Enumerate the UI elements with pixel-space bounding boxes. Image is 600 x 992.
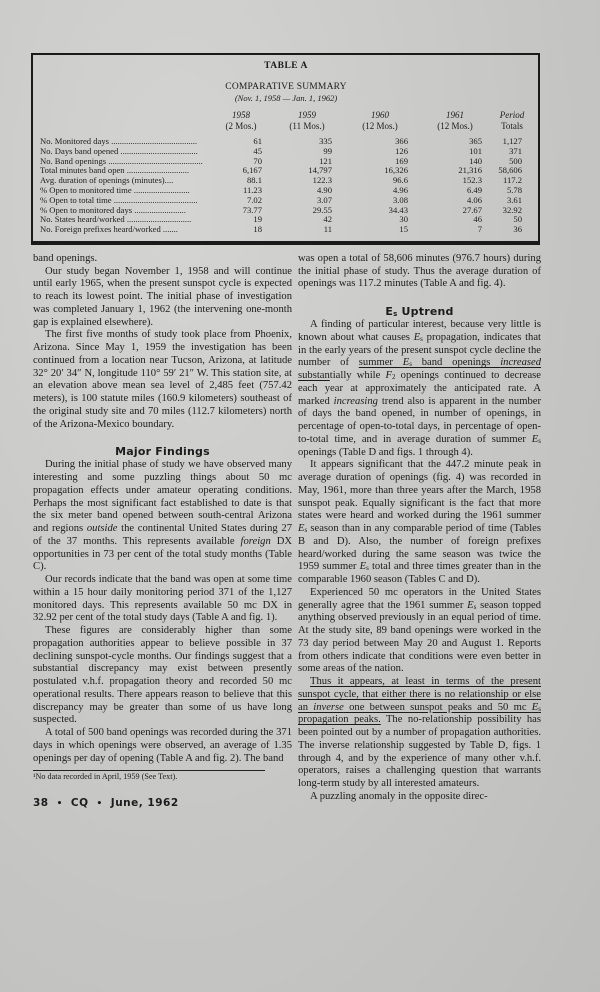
subscript: s — [304, 526, 308, 535]
text: season topped anything observed previously in an equal period of time. At the study site, 89 band openings were worked in the 73 day period between May 20 and August 1. Reports from others indicate that conditions were even better in some areas of the nation. — [298, 599, 541, 675]
row-value: 117.2 — [502, 175, 522, 186]
row-value: 61 — [253, 136, 262, 146]
row-value: 126 — [395, 145, 408, 156]
paragraph — [33, 459, 292, 574]
row-value: 21,316 — [458, 165, 482, 176]
row-value: 169 — [395, 155, 408, 166]
column-year: 1960 — [371, 110, 389, 120]
column-span: (11 Mos.) — [289, 120, 325, 131]
paragraph — [298, 459, 541, 587]
column-span: (12 Mos.) — [437, 120, 473, 131]
row-value: 99 — [323, 145, 332, 156]
row-label: No. States heard/worked .............................. — [40, 215, 192, 225]
text: total and three times greater than in the comparable 1960 season (Tables C and D). — [298, 561, 541, 586]
text: Thus it appears, at least in terms of the present sunspot cycle, that either there is no relationship or else an — [298, 676, 541, 713]
emphasis: E — [413, 331, 421, 343]
column-header-1960 — [342, 110, 418, 137]
table-subtitle: COMPARATIVE SUMMARY — [225, 82, 347, 92]
row-value: 3.61 — [506, 194, 522, 205]
table-a — [31, 53, 540, 245]
column-header-1961 — [418, 110, 492, 137]
row-label: No. Monitored days ........................................ — [40, 137, 198, 146]
text: season than in any comparable period of time (Tables B and D). Also, the number of foreign prefixes heard/worked during the same season was twice the 1959 summer — [298, 523, 541, 573]
subscript: s — [420, 334, 423, 343]
heading-text: Uptrend — [397, 305, 454, 319]
row-value: 101 — [469, 145, 482, 156]
table-date-range: (Nov. 1, 1958 — Jan. 1, 1962) — [234, 93, 338, 103]
row-value: 371 — [509, 145, 522, 156]
page-footer — [33, 796, 292, 811]
column-year: 1959 — [298, 110, 316, 120]
row-value: 7 — [477, 224, 482, 235]
emphasis: outside — [86, 523, 118, 535]
column-header-totals — [492, 110, 532, 137]
row-value: 1,127 — [502, 136, 522, 146]
row-value: 365 — [469, 136, 482, 146]
column-year: 1961 — [446, 110, 464, 120]
row-value: 88.1 — [246, 175, 262, 186]
row-value: 335 — [319, 136, 332, 146]
row-value: 42 — [323, 214, 332, 225]
text: Experienced 50 mc operators in the United States generally agree that the 1961 summer — [298, 586, 541, 611]
column-span: (2 Mos.) — [225, 120, 257, 131]
section-heading-major-findings: Major Findings — [115, 445, 210, 459]
row-value: 50 — [513, 214, 522, 225]
subscript: s — [538, 704, 541, 713]
row-value: 3.07 — [316, 194, 332, 205]
paragraph: A puzzling anomaly in the opposite direc- — [310, 790, 488, 802]
paragraph: Our records indicate that the band was open at some time within a 15 hour daily monitoring period 371 of the 1,127 monitored days. This represents available 50 mc DX in 32.92 per cent of the total study days (Table A and fig. 1). — [33, 574, 292, 624]
emphasis: E — [467, 599, 474, 611]
paragraph: Our study began November 1, 1958 and will continue until early 1965, when the present sunspot cycle is expected to reach its lowest point. The initial phase of investigation was completed January 1, 1962 (the intervening one-month gap is explained elsewhere). — [33, 265, 292, 328]
row-value: 70 — [253, 155, 262, 166]
row-value: 6,167 — [242, 165, 262, 176]
subscript: s — [473, 602, 477, 611]
text: DX opportunities in 73 per cent of the total study months (Table C). — [33, 535, 292, 573]
table-grid — [40, 110, 532, 235]
row-value: 46 — [473, 214, 482, 225]
section-heading-es-uptrend — [298, 305, 541, 318]
row-value: 14,797 — [308, 165, 332, 176]
row-label: Total minutes band open ............................. — [40, 166, 190, 176]
issue-date: June, 1962 — [110, 797, 179, 810]
row-value: 96.6 — [392, 175, 408, 186]
column-span: Totals — [501, 120, 523, 131]
magazine-name: CQ — [70, 797, 89, 810]
heading-text: E — [385, 305, 394, 319]
emphasis: E — [531, 701, 539, 713]
footnote: ¹No data recorded in April, 1959 (See Text). — [33, 772, 178, 782]
row-value: 11.23 — [242, 184, 262, 195]
emphasis: increasing — [333, 395, 378, 407]
row-value: 45 — [253, 145, 262, 156]
text: It appears significant that the 447.2 minute peak in average duration of openings (fig. 4) was recorded in May, 1961, more than three years after the March, 1958 sunspot peak. Equally significant is the fact that more states were heard and worked during the 1961 summer — [298, 459, 541, 522]
text: The no-relationship possibility has been pointed out by a number of propagation authorities. The inverse relationship suggested by Table D, figs. 1 through 4, and by the experience of many other v.h.f. operators, raises a challenging question that warrants long-term study by all interested amateurs. — [298, 714, 541, 790]
text: openings continued to decrease each year at approximately the anticipated rate. A marked — [298, 370, 542, 407]
page-number: 38 — [33, 797, 49, 810]
text: propagation peaks. — [298, 714, 381, 726]
row-value: 30 — [399, 214, 408, 225]
row-value: 15 — [399, 224, 408, 235]
row-value: 6.49 — [466, 184, 482, 195]
text: tially while — [329, 370, 386, 382]
emphasis: E — [531, 433, 539, 445]
subscript: s — [538, 436, 541, 445]
row-value: 140 — [469, 155, 482, 166]
row-value: 16,326 — [384, 165, 408, 176]
paragraph: The first five months of study took place from Phoenix, Arizona. Since May 1, 1959 the investigation has been continued from a location near Tucson, Arizona, at latitude 32° 20′ 34″ N, longitude 110° 59′ 21″ W. This station site, at an elevation above mean sea level of 2,485 feet (757.42 meters), is 100 statute miles (160.9 kilometers) southeast of the original study site and 70 miles (112.7 kilometers) north of the Arizona-Mexico boundary. — [33, 329, 292, 430]
emphasis: E — [298, 523, 305, 535]
paragraph: band openings. — [33, 252, 98, 264]
row-value: 121 — [319, 155, 332, 166]
article-columns — [33, 253, 541, 812]
row-value: 4.96 — [392, 184, 408, 195]
emphasis: inverse — [313, 701, 344, 713]
text: the continental United States during 27 of the 37 months. This represents available — [33, 523, 292, 547]
row-value: 34.43 — [388, 204, 408, 215]
row-value: 73.77 — [242, 204, 262, 215]
row-value: 4.06 — [466, 194, 482, 205]
paragraph: These figures are considerably higher than some propagation authorities appear to believe possible in 37 declining sunspot-cycle months. Our findings suggest that a substantial discrepancy may exist between presently postulated v.h.f. propagation theory and recorded 50 mc operational results. There appears reason to believe that this discrepancy may be greater than some of us have long suspected. — [33, 625, 292, 726]
paragraph: was open a total of 58,606 minutes (976.7 hours) during the initial phase of study. Thus the average duration of openings was 117.2 minutes (Table A and fig. 4). — [298, 252, 541, 290]
emphasis: increased — [500, 357, 542, 369]
row-value: 18 — [253, 224, 262, 235]
emphasis: F — [385, 370, 392, 382]
text: During the initial phase of study we have observed many interesting and some puzzling things about 50 mc propagation effects under amateur operating conditions. Perhaps the most significant fact established to date is that the six meter band opened between south-central Arizona and regions — [33, 459, 292, 535]
emphasis: E — [359, 561, 367, 573]
row-label: Avg. duration of openings (minutes).... — [40, 176, 174, 186]
row-label: % Open to monitored time .......................... — [40, 185, 190, 195]
column-year: 1958 — [232, 110, 250, 120]
column-span: (12 Mos.) — [362, 120, 398, 131]
table-title: TABLE A — [264, 61, 308, 71]
bullet-separator: • — [56, 799, 63, 810]
row-label: No. Days band opened .................................... — [40, 146, 198, 156]
row-value: 122.3 — [312, 175, 332, 186]
row-value: 4.90 — [316, 184, 332, 195]
row-value: 152.3 — [462, 175, 482, 186]
text: summer — [358, 357, 403, 369]
row-label: No. Band openings ............................................ — [40, 156, 203, 166]
left-column — [33, 253, 292, 812]
row-value: 5.78 — [506, 184, 522, 195]
row-value: 7.02 — [246, 194, 262, 205]
row-value: 366 — [395, 136, 408, 146]
paragraph: A total of 500 band openings was recorded during the 371 days in which openings were observed, an average of 1.35 openings per day of opening (Table A and fig. 2). The band — [33, 727, 292, 764]
paragraph — [298, 587, 541, 676]
text: openings (Table D and figs. 1 through 4). — [298, 446, 473, 458]
emphasis: E — [402, 357, 410, 369]
bullet-separator: • — [96, 799, 103, 810]
row-value: 29.55 — [312, 204, 332, 215]
subscript: 2 — [391, 373, 396, 382]
right-column — [298, 253, 541, 812]
row-label: No. Foreign prefixes heard/worked ....... — [40, 225, 178, 235]
row-value: 500 — [509, 155, 522, 166]
column-header-label — [40, 110, 210, 137]
row-value: 32.92 — [502, 204, 522, 215]
column-header-1958 — [210, 110, 272, 137]
row-value: 58,606 — [498, 165, 522, 176]
column-year: Period — [499, 110, 525, 120]
row-value: 19 — [253, 214, 262, 225]
text: band openings — [411, 357, 501, 369]
row-value: 27.67 — [462, 204, 482, 215]
row-label: % Open to monitored days ........................ — [40, 205, 186, 215]
text: substan — [298, 370, 330, 382]
subscript: s — [366, 564, 369, 573]
emphasis: foreign — [240, 535, 271, 547]
text: one between sunspot peaks and 50 mc — [343, 701, 532, 713]
subscript: s — [409, 360, 412, 369]
row-label: % Open to total time ....................................... — [40, 195, 198, 205]
row-value: 36 — [513, 224, 522, 235]
subscript: s — [393, 310, 398, 319]
text: A finding of particular interest, because very little is known about what causes — [298, 319, 541, 343]
paragraph — [298, 676, 541, 791]
row-value: 3.08 — [392, 194, 408, 205]
paragraph — [298, 319, 541, 459]
text: trend also is apparent in the number of days the band opened, in number of openings, in percentage of open-to-total days, in percentage of open-to-total time, and in average duration of summer — [298, 395, 541, 445]
row-value: 11 — [323, 224, 332, 235]
text: propagation, indicates that in the early years of the present sunspot cycle decline the number of — [298, 331, 541, 369]
column-header-1959 — [272, 110, 342, 137]
